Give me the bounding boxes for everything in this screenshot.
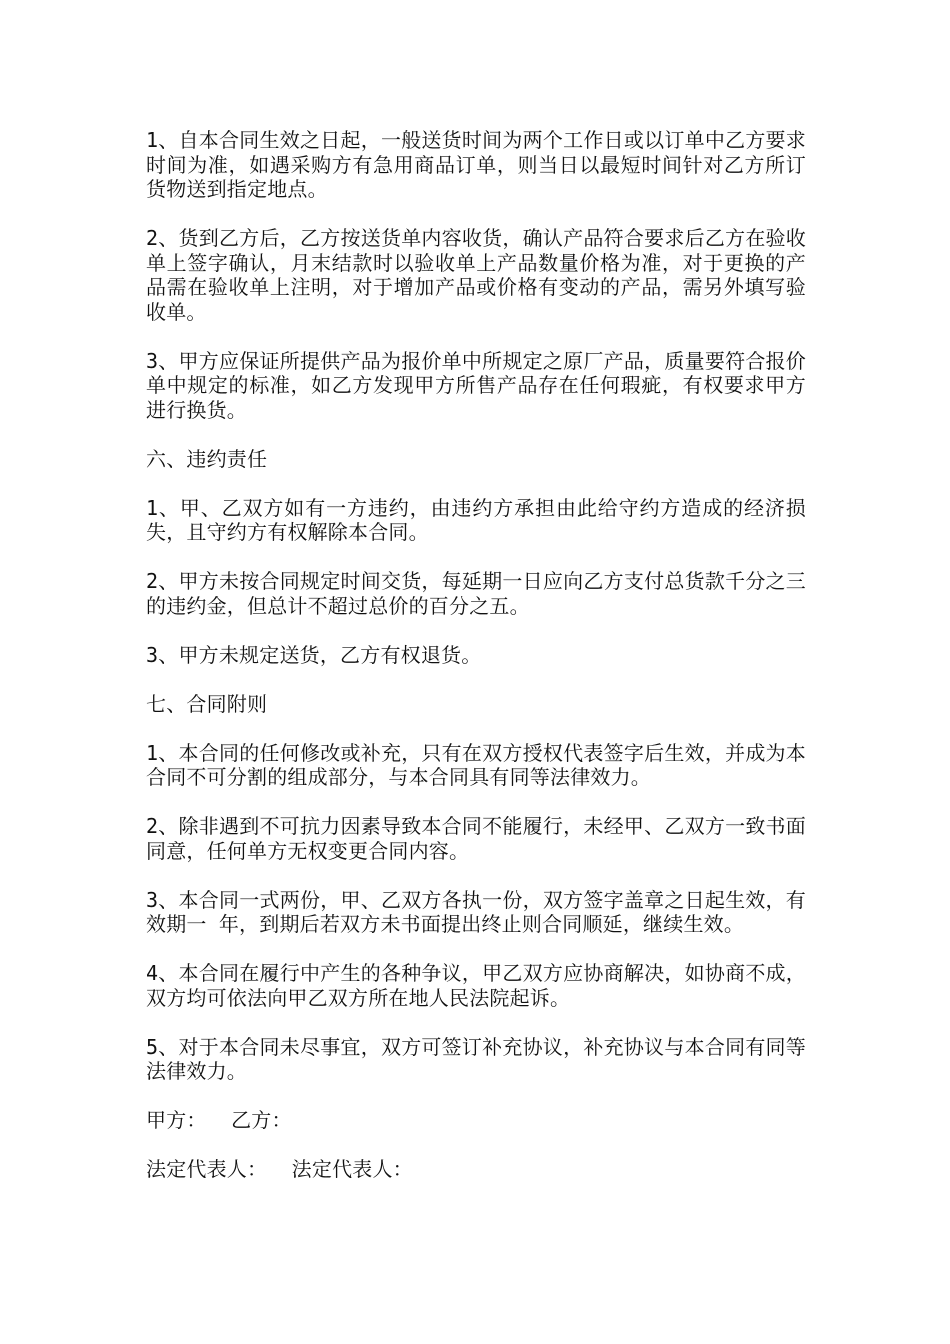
paragraph-liability-2: 2、甲方未按合同规定时间交货，每延期一日应向乙方支付总货款千分之三的违约金，但总计不超过总价的百分之五。 [146,569,806,618]
section-heading-supplementary: 七、合同附则 [146,691,268,716]
signature-parties: 甲方： 乙方： [146,1108,292,1132]
paragraph-supplementary-1: 1、本合同的任何修改或补充，只有在双方授权代表签字后生效，并成为本合同不可分割的组成部分，与本合同具有同等法律效力。 [146,740,806,789]
paragraph-quality: 3、甲方应保证所提供产品为报价单中所规定之原厂产品，质量要符合报价单中规定的标准，如乙方发现甲方所售产品存在任何瑕疵，有权要求甲方进行换货。 [146,348,806,422]
paragraph-acceptance: 2、货到乙方后，乙方按送货单内容收货，确认产品符合要求后乙方在验收单上签字确认，月末结款时以验收单上产品数量价格为准，对于更换的产品需在验收单上注明，对于增加产品或价格有变动的产品，需另外填写验收单。 [146,226,806,324]
paragraph-liability-1: 1、甲、乙双方如有一方违约，由违约方承担由此给守约方造成的经济损失，且守约方有权解除本合同。 [146,495,806,544]
paragraph-supplementary-4: 4、本合同在履行中产生的各种争议，甲乙双方应协商解决，如协商不成，双方均可依法向甲乙双方所在地人民法院起诉。 [146,961,806,1010]
paragraph-supplementary-2: 2、除非遇到不可抗力因素导致本合同不能履行，未经甲、乙双方一致书面同意，任何单方无权变更合同内容。 [146,814,806,863]
signature-representatives: 法定代表人： 法定代表人： [146,1157,413,1181]
paragraph-supplementary-5: 5、对于本合同未尽事宜，双方可签订补充协议，补充协议与本合同有同等法律效力。 [146,1034,806,1083]
paragraph-supplementary-3: 3、本合同一式两份，甲、乙双方各执一份，双方签字盖章之日起生效，有效期一 年，到期后若双方未书面提出终止则合同顺延，继续生效。 [146,887,806,936]
contract-page [146,128,806,1206]
paragraph-liability-3: 3、甲方未规定送货，乙方有权退货。 [146,642,482,667]
section-heading-liability: 六、违约责任 [146,446,268,471]
paragraph-delivery-time: 1、自本合同生效之日起，一般送货时间为两个工作日或以订单中乙方要求时间为准，如遇采购方有急用商品订单，则当日以最短时间针对乙方所订货物送到指定地点。 [146,128,806,201]
